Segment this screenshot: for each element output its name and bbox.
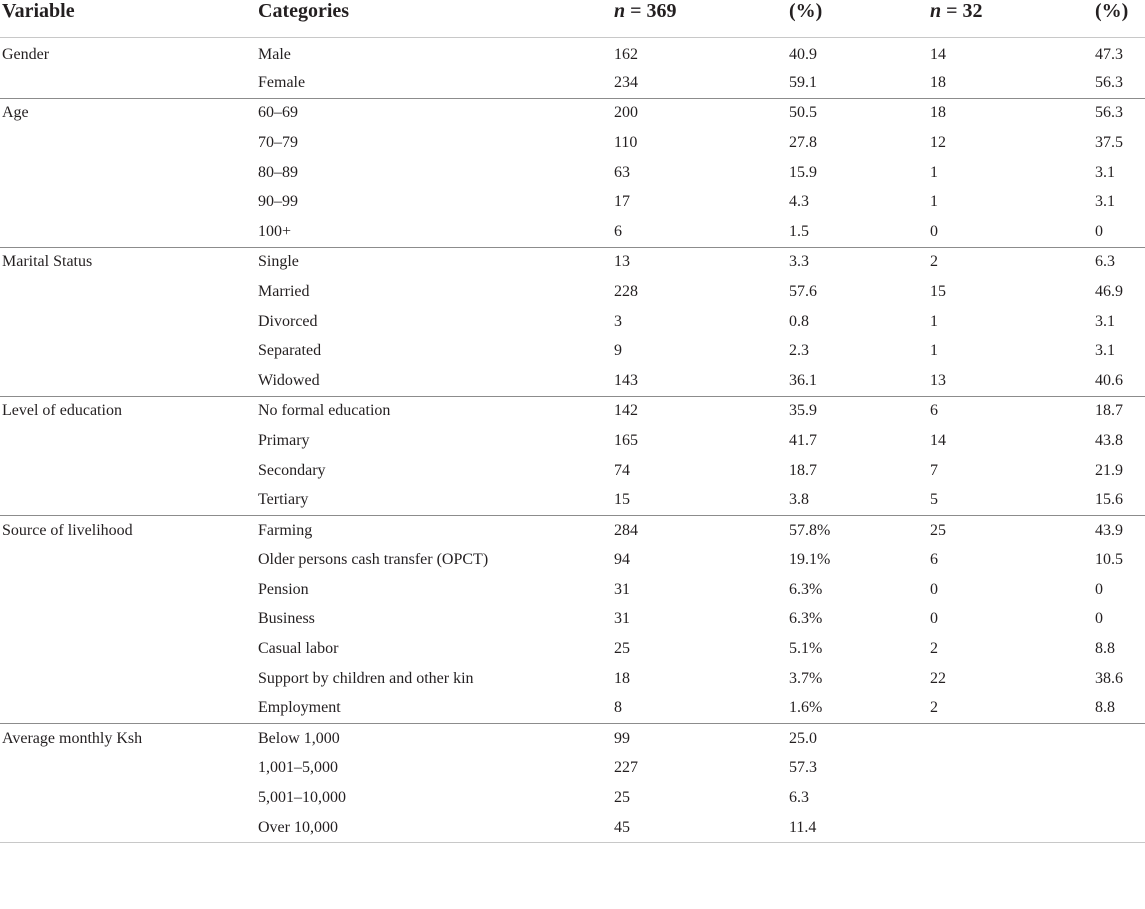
header-n1-var: n <box>614 0 626 22</box>
pct-1-cell: 57.3 <box>789 759 817 777</box>
category-cell: Tertiary <box>256 485 612 515</box>
count-1-cell: 143 <box>612 366 787 396</box>
table-row <box>0 754 1145 784</box>
count-2-cell: 15 <box>930 282 946 300</box>
count-1-cell: 31 <box>614 610 630 628</box>
table-row <box>0 546 1145 576</box>
table-row <box>0 158 1145 188</box>
pct-2-cell: 0 <box>1093 217 1145 247</box>
pct-2-cell: 37.5 <box>1095 133 1123 151</box>
table-row <box>0 336 1145 366</box>
variable-cell <box>0 754 256 784</box>
count-2-cell <box>928 813 1093 843</box>
count-2-cell: 14 <box>930 431 946 449</box>
pct-1-cell: 18.7 <box>789 461 817 479</box>
pct-1-cell: 59.1 <box>787 68 928 98</box>
variable-cell <box>0 277 256 307</box>
pct-1-cell: 36.1 <box>787 366 928 396</box>
count-1-cell: 63 <box>614 163 630 181</box>
pct-1-cell: 3.8 <box>787 485 928 515</box>
count-2-cell <box>928 754 1093 784</box>
category-cell: Support by children and other kin <box>258 669 474 687</box>
count-1-cell: 45 <box>612 813 787 843</box>
variable-cell <box>0 426 256 456</box>
variable-cell <box>0 485 256 515</box>
count-1-cell: 13 <box>614 253 630 271</box>
count-2-cell <box>928 724 1093 754</box>
pct-1-cell: 4.3 <box>789 193 809 211</box>
count-1-cell: 25 <box>614 640 630 658</box>
category-cell: Single <box>258 253 299 271</box>
table-row <box>0 724 1145 754</box>
variable-cell <box>0 187 256 217</box>
pct-1-cell: 27.8 <box>789 133 817 151</box>
pct-2-cell: 3.1 <box>1095 163 1115 181</box>
pct-1-cell: 57.8% <box>789 521 831 539</box>
pct-2-cell: 0 <box>1095 610 1103 628</box>
category-cell: Female <box>256 68 612 98</box>
category-cell: 100+ <box>256 217 612 247</box>
count-2-cell: 1 <box>930 342 938 360</box>
pct-1-cell: 6.3 <box>789 789 809 807</box>
category-cell: Employment <box>256 693 612 723</box>
pct-2-cell: 38.6 <box>1095 669 1123 687</box>
header-n2-var: n <box>930 0 942 22</box>
category-cell: 1,001–5,000 <box>258 759 338 777</box>
category-cell: Below 1,000 <box>258 729 340 747</box>
header-categories: Categories <box>256 0 612 38</box>
count-1-cell: 9 <box>614 342 622 360</box>
category-cell: Primary <box>258 431 310 449</box>
table-row <box>0 366 1145 396</box>
category-cell: No formal education <box>258 402 391 420</box>
table-row <box>0 217 1145 247</box>
count-2-cell: 1 <box>930 312 938 330</box>
pct-1-cell: 3.7% <box>789 669 823 687</box>
pct-2-cell <box>1093 783 1145 813</box>
count-1-cell: 110 <box>614 133 638 151</box>
pct-2-cell: 3.1 <box>1095 342 1115 360</box>
category-cell: 90–99 <box>258 193 298 211</box>
header-variable: Variable <box>0 0 256 38</box>
count-2-cell <box>928 783 1093 813</box>
variable-cell: Average monthly Ksh <box>2 729 143 747</box>
variable-cell <box>0 575 256 605</box>
category-cell: 60–69 <box>258 104 298 122</box>
variable-cell <box>0 158 256 188</box>
count-1-cell: 234 <box>612 68 787 98</box>
pct-2-cell: 3.1 <box>1095 312 1115 330</box>
table-row <box>0 605 1145 635</box>
pct-2-cell: 43.8 <box>1095 431 1123 449</box>
count-1-cell: 227 <box>614 759 638 777</box>
variable-cell <box>0 217 256 247</box>
count-1-cell: 15 <box>612 485 787 515</box>
pct-1-cell: 40.9 <box>789 46 817 63</box>
count-2-cell: 0 <box>928 217 1093 247</box>
variable-cell <box>0 68 256 98</box>
table-row <box>0 38 1145 69</box>
pct-1-cell: 15.9 <box>789 163 817 181</box>
variable-cell <box>0 783 256 813</box>
header-n1-val: = 369 <box>625 0 677 22</box>
pct-1-cell: 50.5 <box>789 104 817 122</box>
header-n-sample-2 <box>928 0 1093 38</box>
variable-cell <box>0 546 256 576</box>
table-row <box>0 247 1145 277</box>
category-cell: 5,001–10,000 <box>258 789 346 807</box>
variable-cell: Source of livelihood <box>2 521 133 539</box>
count-1-cell: 200 <box>614 104 638 122</box>
table-row <box>0 128 1145 158</box>
pct-2-cell <box>1093 813 1145 843</box>
table-row <box>0 664 1145 694</box>
table-row <box>0 485 1145 515</box>
pct-2-cell: 21.9 <box>1095 461 1123 479</box>
pct-1-cell: 5.1% <box>789 640 823 658</box>
pct-2-cell: 6.3 <box>1095 253 1115 271</box>
count-2-cell: 7 <box>930 461 938 479</box>
variable-cell: Gender <box>2 46 50 63</box>
pct-2-cell: 46.9 <box>1095 282 1123 300</box>
variable-cell <box>0 693 256 723</box>
table-body <box>0 38 1145 843</box>
variable-cell: Marital Status <box>2 253 93 271</box>
pct-1-cell: 3.3 <box>789 253 809 271</box>
variable-cell <box>0 605 256 635</box>
count-2-cell: 2 <box>930 253 938 271</box>
category-cell: Divorced <box>258 312 318 330</box>
pct-1-cell: 25.0 <box>789 729 817 747</box>
count-2-cell: 0 <box>930 580 938 598</box>
variable-cell <box>0 634 256 664</box>
table-row <box>0 813 1145 843</box>
count-2-cell: 12 <box>930 133 946 151</box>
count-2-cell: 1 <box>930 193 938 211</box>
variable-cell <box>0 336 256 366</box>
table-row <box>0 187 1145 217</box>
count-2-cell: 14 <box>930 46 946 63</box>
pct-1-cell: 1.6% <box>787 693 928 723</box>
count-1-cell: 3 <box>614 312 622 330</box>
pct-2-cell: 0 <box>1095 580 1103 598</box>
pct-2-cell: 43.9 <box>1095 521 1123 539</box>
category-cell: 80–89 <box>258 163 298 181</box>
count-1-cell: 284 <box>614 521 638 539</box>
category-cell: Business <box>258 610 315 628</box>
category-cell: Farming <box>258 521 313 539</box>
count-2-cell: 18 <box>930 104 946 122</box>
category-cell: Over 10,000 <box>256 813 612 843</box>
table-row <box>0 98 1145 128</box>
category-cell: Older persons cash transfer (OPCT) <box>258 551 489 569</box>
count-1-cell: 165 <box>614 431 638 449</box>
header-pct-1: (%) <box>787 0 928 38</box>
category-cell: Separated <box>258 342 322 360</box>
variable-cell <box>0 813 256 843</box>
table-row <box>0 693 1145 723</box>
category-cell: Widowed <box>256 366 612 396</box>
category-cell: Married <box>258 282 310 300</box>
count-1-cell: 31 <box>614 580 630 598</box>
count-2-cell: 1 <box>930 163 938 181</box>
pct-1-cell: 6.3% <box>789 610 823 628</box>
pct-1-cell: 1.5 <box>787 217 928 247</box>
table-row <box>0 515 1145 545</box>
pct-2-cell: 8.8 <box>1095 640 1115 658</box>
variable-cell: Age <box>2 104 29 122</box>
table-row <box>0 426 1145 456</box>
variable-cell <box>0 366 256 396</box>
pct-1-cell: 35.9 <box>789 402 817 420</box>
header-n2-val: = 32 <box>941 0 983 22</box>
pct-2-cell: 18.7 <box>1095 402 1123 420</box>
count-2-cell: 22 <box>930 669 946 687</box>
table-row <box>0 634 1145 664</box>
table-header <box>0 0 1145 38</box>
category-cell: Pension <box>258 580 309 598</box>
count-2-cell: 5 <box>928 485 1093 515</box>
category-cell: 70–79 <box>258 133 298 151</box>
variable-cell <box>0 307 256 337</box>
table-row <box>0 68 1145 98</box>
variable-cell <box>0 456 256 486</box>
variable-cell <box>0 128 256 158</box>
table-row <box>0 575 1145 605</box>
pct-1-cell: 11.4 <box>787 813 928 843</box>
count-2-cell: 18 <box>928 68 1093 98</box>
table-row <box>0 396 1145 426</box>
variable-cell <box>0 664 256 694</box>
count-1-cell: 162 <box>614 46 638 63</box>
count-2-cell: 6 <box>930 551 938 569</box>
count-2-cell: 25 <box>930 521 946 539</box>
count-1-cell: 8 <box>612 693 787 723</box>
count-1-cell: 17 <box>614 193 630 211</box>
count-2-cell: 2 <box>928 693 1093 723</box>
table-row <box>0 307 1145 337</box>
pct-1-cell: 19.1% <box>789 551 831 569</box>
pct-1-cell: 6.3% <box>789 580 823 598</box>
pct-2-cell <box>1093 724 1145 754</box>
pct-1-cell: 2.3 <box>789 342 809 360</box>
pct-2-cell <box>1093 754 1145 784</box>
count-1-cell: 142 <box>614 402 638 420</box>
table-row <box>0 277 1145 307</box>
count-1-cell: 228 <box>614 282 638 300</box>
count-2-cell: 13 <box>928 366 1093 396</box>
pct-2-cell: 15.6 <box>1093 485 1145 515</box>
pct-2-cell: 47.3 <box>1095 46 1123 63</box>
table-row <box>0 783 1145 813</box>
count-2-cell: 6 <box>930 402 938 420</box>
category-cell: Secondary <box>258 461 326 479</box>
count-1-cell: 18 <box>614 669 630 687</box>
count-1-cell: 25 <box>614 789 630 807</box>
count-1-cell: 74 <box>614 461 630 479</box>
category-cell: Casual labor <box>258 640 339 658</box>
pct-2-cell: 56.3 <box>1095 104 1123 122</box>
header-pct-2: (%) <box>1093 0 1145 38</box>
pct-1-cell: 0.8 <box>789 312 809 330</box>
count-2-cell: 2 <box>930 640 938 658</box>
pct-1-cell: 41.7 <box>789 431 817 449</box>
count-2-cell: 0 <box>930 610 938 628</box>
count-1-cell: 94 <box>614 551 630 569</box>
pct-2-cell: 40.6 <box>1093 366 1145 396</box>
category-cell: Male <box>258 46 291 63</box>
variable-cell: Level of education <box>2 402 122 420</box>
pct-2-cell: 3.1 <box>1095 193 1115 211</box>
pct-2-cell: 8.8 <box>1093 693 1145 723</box>
pct-2-cell: 10.5 <box>1095 551 1123 569</box>
count-1-cell: 6 <box>612 217 787 247</box>
header-n-sample-1 <box>612 0 787 38</box>
count-1-cell: 99 <box>614 729 630 747</box>
pct-2-cell: 56.3 <box>1093 68 1145 98</box>
pct-1-cell: 57.6 <box>789 282 817 300</box>
table-row <box>0 456 1145 486</box>
header-row <box>0 0 1145 38</box>
